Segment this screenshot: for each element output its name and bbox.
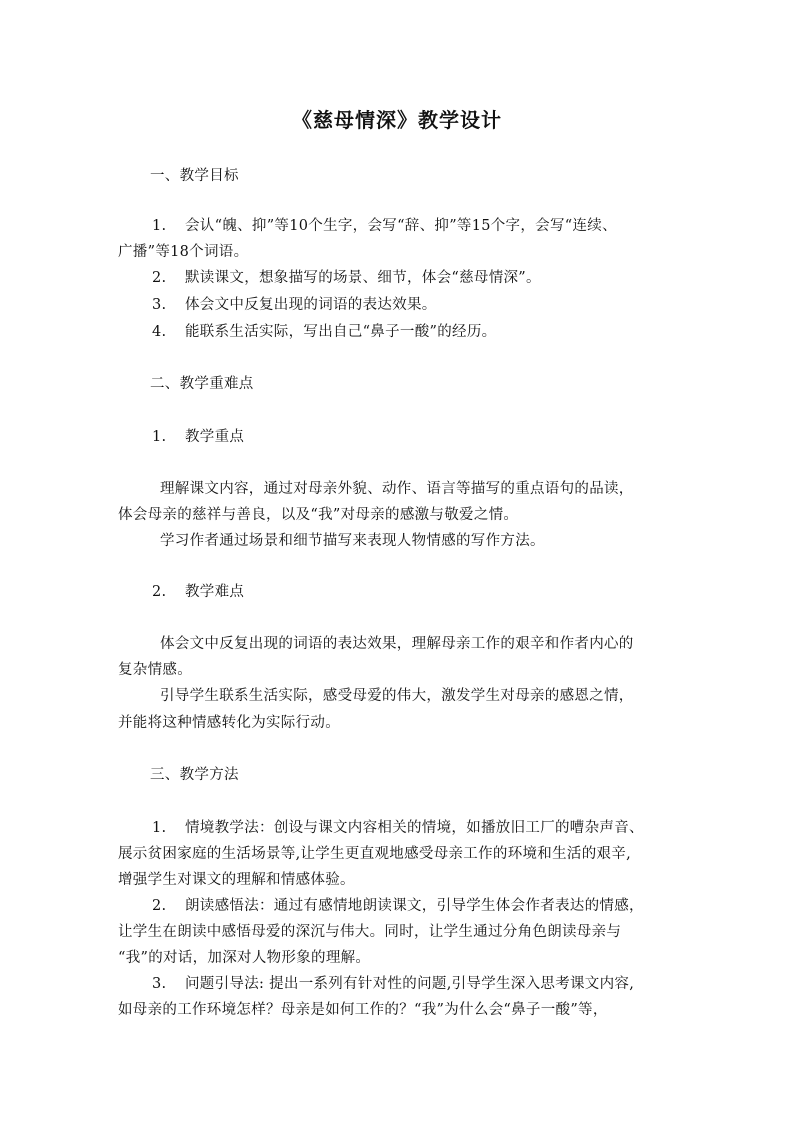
list-item-continuation: “我”的对话，加深对人物形象的理解。	[118, 950, 371, 966]
list-text: 情境教学法：创设与课文内容相关的情境，如播放旧工厂的嘈杂声音、	[185, 820, 644, 836]
subsection-label: 教学难点	[185, 584, 245, 600]
list-item-continuation: 如母亲的工作环境怎样？母亲是如何工作的？“我”为什么会“鼻子一酸”等，	[118, 1002, 608, 1018]
section-heading-methods: 三、教学方法	[150, 767, 239, 783]
paragraph-line: 复杂情感。	[118, 662, 192, 678]
list-number: 2.	[152, 898, 167, 914]
list-item	[152, 974, 634, 994]
paragraph-line: 学习作者通过场景和细节描写来表现人物情感的写作方法。	[160, 533, 545, 549]
list-number: 2.	[152, 584, 167, 600]
document-title: 《慈母情深》教学设计	[292, 108, 502, 132]
list-item	[152, 818, 644, 838]
list-item	[152, 295, 437, 315]
section-heading-objectives: 一、教学目标	[150, 168, 239, 184]
list-item-continuation: 增强学生对课文的理解和情感体验。	[118, 872, 355, 888]
section-heading-key-points: 二、教学重难点	[150, 376, 254, 392]
list-text: 能联系生活实际，写出自己“鼻子一酸”的经历。	[185, 324, 497, 340]
list-number: 1.	[152, 429, 167, 445]
list-number: 1.	[152, 218, 167, 234]
list-text: 会认“魄、抑”等10个生字，会写“辞、抑”等15个字，会写“连续、	[185, 218, 617, 234]
list-number: 4.	[152, 324, 167, 340]
paragraph-line: 并能将这种情感转化为实际行动。	[118, 715, 340, 731]
list-item	[152, 322, 496, 342]
subsection-heading-focus	[152, 427, 244, 447]
list-number: 2.	[152, 270, 167, 286]
subsection-label: 教学重点	[185, 429, 245, 445]
paragraph-line: 体会文中反复出现的词语的表达效果，理解母亲工作的艰辛和作者内心的	[160, 636, 634, 652]
list-item-continuation: 广播”等18个词语。	[118, 244, 249, 260]
subsection-heading-difficulty	[152, 582, 244, 602]
list-item-continuation: 展示贫困家庭的生活场景等,让学生更直观地感受母亲工作的环境和生活的艰辛,	[118, 846, 632, 862]
list-number: 3.	[152, 297, 167, 313]
paragraph-line: 体会母亲的慈祥与善良，以及“我”对母亲的感激与敬爱之情。	[118, 507, 519, 523]
list-number: 3.	[152, 976, 167, 992]
list-text: 朗读感悟法：通过有感情地朗读课文，引导学生体会作者表达的情感，	[185, 898, 644, 914]
list-item	[152, 896, 644, 916]
list-item	[152, 268, 541, 288]
paragraph-line: 理解课文内容，通过对母亲外貌、动作、语言等描写的重点语句的品读，	[160, 481, 634, 497]
list-number: 1.	[152, 820, 167, 836]
list-text: 问题引导法: 提出一系列有针对性的问题,引导学生深入思考课文内容,	[185, 976, 635, 992]
list-text: 体会文中反复出现的词语的表达效果。	[185, 297, 437, 313]
paragraph-line: 引导学生联系生活实际，感受母爱的伟大，激发学生对母亲的感恩之情，	[160, 688, 634, 704]
list-item	[152, 216, 617, 236]
list-item-continuation: 让学生在朗读中感悟母爱的深沉与伟大。同时，让学生通过分角色朗读母亲与	[118, 924, 622, 940]
list-text: 默读课文，想象描写的场景、细节，体会“慈母情深”。	[185, 270, 541, 286]
